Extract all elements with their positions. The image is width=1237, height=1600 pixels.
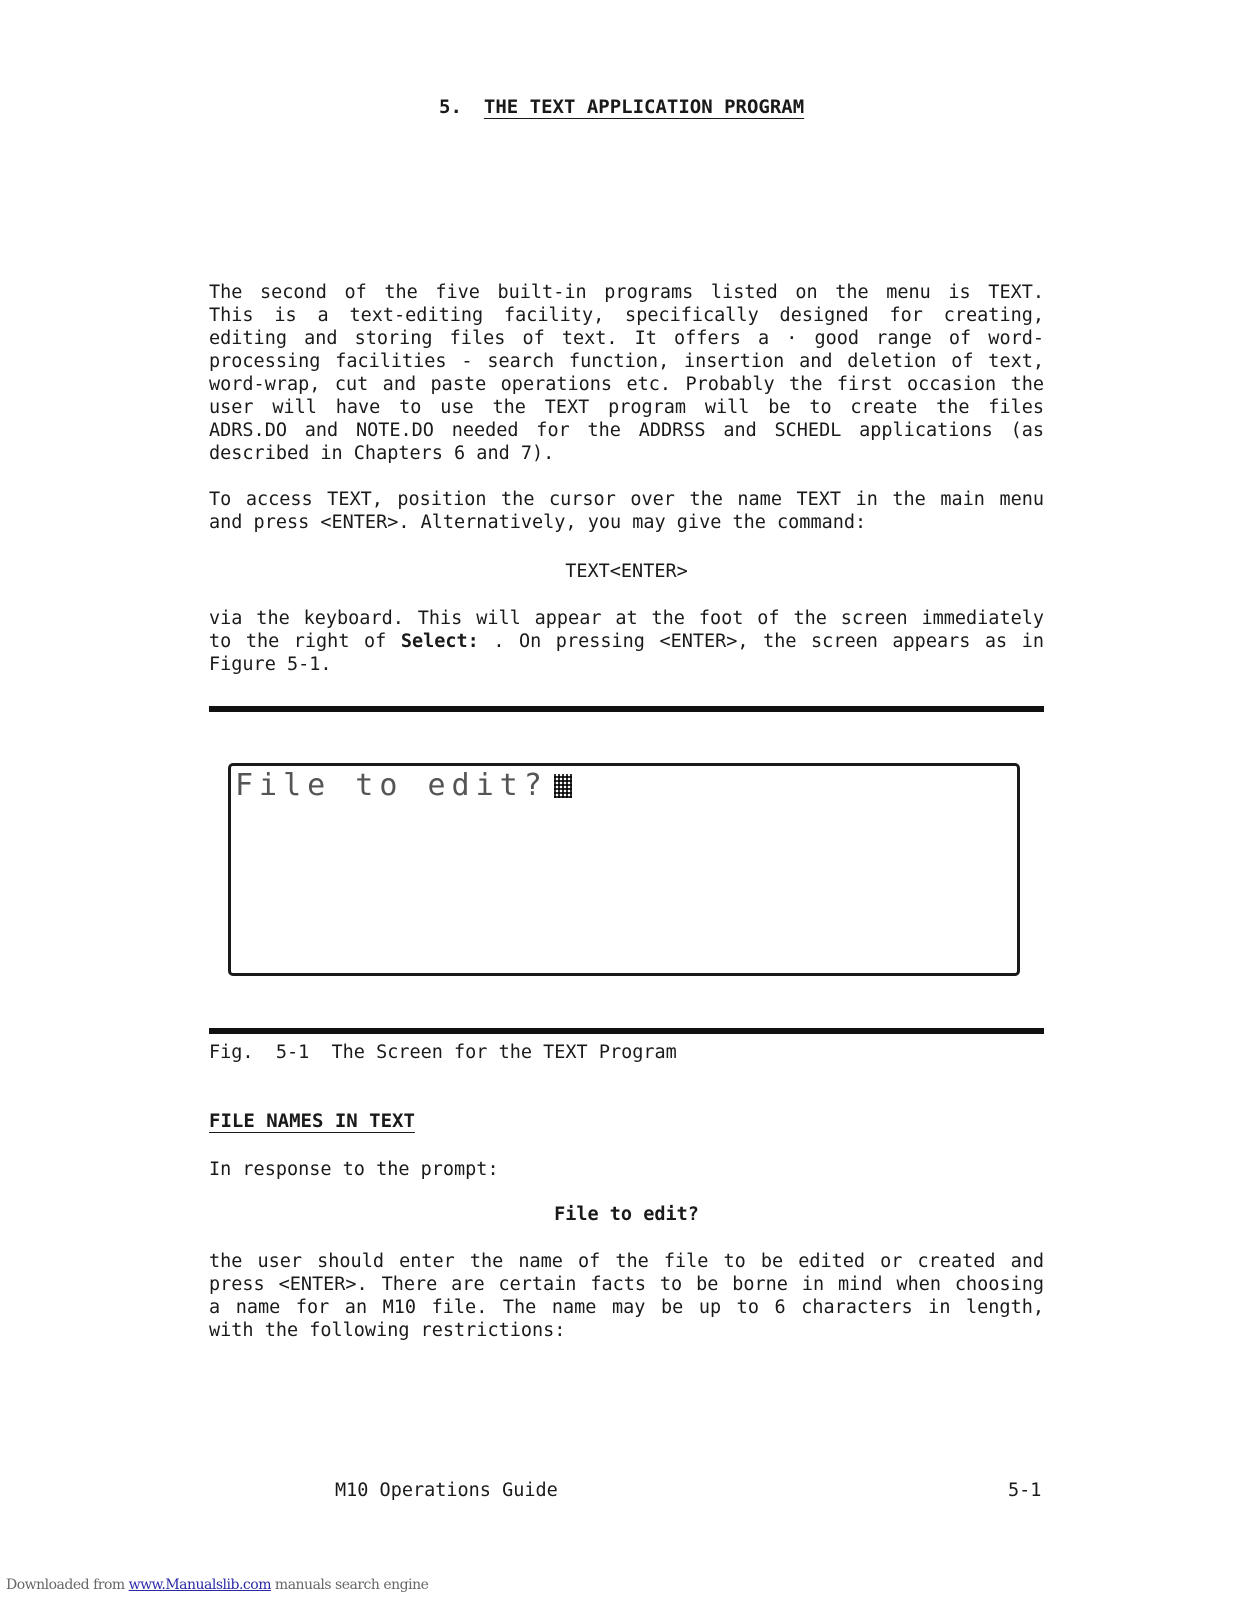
filename-line: with the following restrictions: — [209, 1320, 566, 1341]
intro-paragraph — [209, 281, 1044, 465]
after-command-line: Figure 5-1. — [209, 654, 332, 675]
filename-line: press <ENTER>. There are certain facts to be borne in mind when choosing — [209, 1274, 1044, 1295]
intro-line: word-wrap, cut and paste operations etc. Probably the first occasion the — [209, 374, 1044, 395]
after-command-paragraph — [209, 607, 1044, 676]
intro-line: This is a text-editing facility, specifically designed for creating, — [209, 305, 1044, 326]
response-intro-line: In response to the prompt: — [209, 1159, 499, 1180]
download-suffix: manuals search engine — [270, 1577, 429, 1593]
intro-line: processing facilities - search function, insertion and deletion of text, — [209, 351, 1044, 372]
prompt-display: File to edit? — [554, 1204, 699, 1225]
download-banner — [6, 1577, 428, 1593]
chapter-title-text: THE TEXT APPLICATION PROGRAM — [483, 96, 805, 118]
after-command-text: . On pressing <ENTER>, the screen appears as in — [478, 631, 1044, 652]
footer-guide-title: M10 Operations Guide — [335, 1480, 558, 1501]
lcd-prompt — [235, 768, 572, 803]
cursor-block-icon — [554, 774, 572, 798]
after-command-line — [209, 630, 1044, 653]
figure-caption: Fig. 5-1 The Screen for the TEXT Program — [209, 1042, 677, 1063]
chapter-number: 5. — [439, 96, 462, 118]
intro-line: editing and storing files of text. It offers a · good range of word- — [209, 328, 1044, 349]
chapter-title — [439, 96, 804, 118]
select-keyword: Select: — [400, 631, 479, 652]
access-line: To access TEXT, position the cursor over the name TEXT in the main menu — [209, 489, 1044, 510]
filename-paragraph — [209, 1250, 1044, 1342]
download-prefix: Downloaded from — [6, 1577, 129, 1593]
intro-line: described in Chapters 6 and 7). — [209, 443, 555, 464]
after-command-line: via the keyboard. This will appear at the foot of the screen immediately — [209, 608, 1044, 629]
filename-line: a name for an M10 file. The name may be up to 6 characters in length, — [209, 1297, 1044, 1318]
intro-line: user will have to use the TEXT program will be to create the files — [209, 397, 1044, 418]
intro-line: The second of the five built-in programs listed on the menu is TEXT. — [209, 282, 1044, 303]
figure-bottom-rule — [209, 1028, 1044, 1034]
filename-line: the user should enter the name of the file to be edited or created and — [209, 1251, 1044, 1272]
section-heading: FILE NAMES IN TEXT — [209, 1110, 415, 1132]
response-intro — [209, 1158, 1044, 1181]
manualslib-link[interactable]: www.Manualslib.com — [128, 1577, 271, 1593]
access-paragraph — [209, 488, 1044, 534]
command-example: TEXT<ENTER> — [565, 561, 688, 582]
intro-line: ADRS.DO and NOTE.DO needed for the ADDRSS and SCHEDL applications (as — [209, 420, 1044, 441]
after-command-text: to the right of — [209, 631, 401, 652]
access-line: and press <ENTER>. Alternatively, you may give the command: — [209, 512, 867, 533]
lcd-screen-figure — [228, 763, 1020, 976]
lcd-prompt-text: File to edit? — [235, 768, 548, 803]
figure-top-rule — [209, 706, 1044, 712]
footer-page-number: 5-1 — [1008, 1480, 1042, 1501]
